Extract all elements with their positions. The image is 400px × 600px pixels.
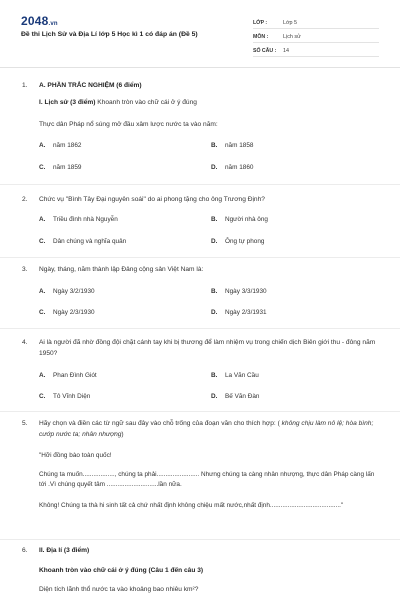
option-c[interactable]: [39, 238, 126, 245]
option-a[interactable]: [39, 216, 118, 223]
option-text: năm 1862: [53, 142, 82, 149]
option-letter: B.: [211, 372, 218, 379]
option-text: Ngày 2/3/1930: [53, 309, 95, 316]
option-b[interactable]: [211, 372, 259, 379]
header-divider: [0, 67, 400, 68]
option-text: Ngày 3/2/1930: [53, 288, 95, 295]
option-letter: B.: [211, 142, 218, 149]
fill-in-paragraph: Không! Chúng ta thà hi sinh tất cả chứ nhất định không chiệu mất nước,nhất định........................................": [39, 502, 344, 509]
meta-label: MÔN :: [253, 34, 269, 40]
meta-value: Lịch sử: [283, 34, 301, 40]
option-letter: D.: [211, 238, 218, 245]
question-text: [39, 418, 377, 440]
option-a[interactable]: [39, 372, 97, 379]
question-number: 2.: [22, 196, 28, 203]
option-letter: A.: [39, 142, 46, 149]
question-number: 5.: [22, 420, 28, 427]
page-header: [0, 0, 400, 62]
option-c[interactable]: [39, 164, 81, 171]
option-d[interactable]: [211, 238, 264, 245]
option-letter: D.: [211, 393, 218, 400]
option-text: La Văn Cầu: [225, 372, 259, 379]
option-text: Phan Đình Giót: [53, 372, 97, 379]
option-text: Triều đình nhà Nguyễn: [53, 216, 118, 223]
subsection-instruction: [39, 97, 377, 108]
option-text: năm 1859: [53, 164, 82, 171]
logo-text: 2048: [21, 14, 49, 28]
question-divider: [0, 411, 400, 412]
subsection-title: I. Lịch sử (3 điểm): [39, 99, 96, 106]
option-a[interactable]: [39, 142, 81, 149]
question-text: Diện tích lãnh thổ nước ta vào khoảng bao nhiêu km²?: [39, 586, 199, 593]
option-text: Bế Văn Đàn: [225, 393, 260, 400]
option-d[interactable]: [211, 309, 267, 316]
fill-in-paragraph: Chúng ta muốn.................., chúng ta phải........................ Nhưng chúng ta càng nhân nhượng, thực dân Pháp càng lấn tới .Vì chúng quyết tâm .............................lần nữa.: [39, 471, 375, 488]
option-text: năm 1860: [225, 164, 254, 171]
exam-meta: [253, 15, 379, 57]
option-text: Người nhà ông: [225, 216, 268, 223]
question-number: 3.: [22, 266, 28, 273]
option-c[interactable]: [39, 309, 95, 316]
option-letter: C.: [39, 309, 46, 316]
option-letter: C.: [39, 393, 46, 400]
meta-value: 14: [283, 48, 289, 54]
option-letter: D.: [211, 309, 218, 316]
option-letter: D.: [211, 164, 218, 171]
document-title: Đề thi Lịch Sử và Địa Lí lớp 5 Học kì 1 có đáp án (Đề 5): [21, 31, 198, 38]
option-text: Ông tự phong: [225, 238, 265, 245]
question-text: Thực dân Pháp nổ súng mở đầu xâm lược nước ta vào năm:: [39, 121, 218, 128]
option-a[interactable]: [39, 288, 95, 295]
subsection-instruction: Khoanh tròn vào chữ cái ở ý đúng (Câu 1 đến câu 3): [39, 567, 204, 574]
word-bank: không chịu làm nô lệ; hòa bình; cướp nước ta; nhân nhượng: [39, 420, 374, 438]
question-text: Ai là người đã nhờ đồng đội chặt cánh tay khi bị thương để làm nhiệm vụ trong chiến dịch Biên giới thu - đông năm 1950?: [39, 339, 376, 357]
question-divider: [0, 184, 400, 185]
meta-value: Lớp 5: [283, 20, 298, 26]
question-divider: [0, 539, 400, 540]
option-letter: C.: [39, 238, 46, 245]
question-number: 4.: [22, 339, 28, 346]
section-heading: II. Địa lí (3 điểm): [39, 547, 90, 554]
question-text-main: Hãy chọn và điền các từ ngữ sau đây vào chỗ trống của đoạn văn cho thích hợp: (: [39, 420, 280, 427]
option-letter: B.: [211, 216, 218, 223]
option-letter: C.: [39, 164, 46, 171]
option-d[interactable]: [211, 164, 253, 171]
option-letter: B.: [211, 288, 218, 295]
option-text: Dân chúng và nghĩa quân: [53, 238, 127, 245]
meta-label: LỚP :: [253, 20, 268, 26]
meta-row-subject: [253, 29, 379, 43]
option-text: Ngày 2/3/1931: [225, 309, 267, 316]
question-divider: [0, 257, 400, 258]
subsection-instruction-text: Khoanh tròn vào chữ cái ở ý đúng: [95, 99, 197, 106]
option-b[interactable]: [211, 288, 267, 295]
question-text-end: ): [121, 431, 124, 438]
question-text: Ngày, tháng, năm thành lập Đảng cộng sản Việt Nam là:: [39, 266, 204, 273]
option-text: năm 1858: [225, 142, 254, 149]
option-letter: A.: [39, 288, 46, 295]
site-logo[interactable]: [21, 14, 58, 28]
option-b[interactable]: [211, 216, 268, 223]
question-number: 1.: [22, 82, 28, 89]
section-heading: A. PHẦN TRẮC NGHIỆM (6 điểm): [39, 82, 142, 89]
option-letter: A.: [39, 372, 46, 379]
question-text: Chức vụ "Bình Tây Đại nguyên soái" do ai phong tặng cho ông Trương Định?: [39, 196, 265, 203]
option-c[interactable]: [39, 393, 90, 400]
option-d[interactable]: [211, 393, 259, 400]
meta-row-class: [253, 15, 379, 29]
quote-opening: "Hỡi đồng bào toàn quốc!: [39, 452, 112, 459]
logo-suffix: .vn: [48, 21, 58, 27]
meta-row-question-count: [253, 43, 379, 57]
option-letter: A.: [39, 216, 46, 223]
option-text: Tô Vĩnh Diện: [53, 393, 91, 400]
meta-label: SỐ CÂU :: [253, 48, 277, 54]
option-text: Ngày 3/3/1930: [225, 288, 267, 295]
question-divider: [0, 328, 400, 329]
option-b[interactable]: [211, 142, 253, 149]
question-number: 6.: [22, 547, 28, 554]
